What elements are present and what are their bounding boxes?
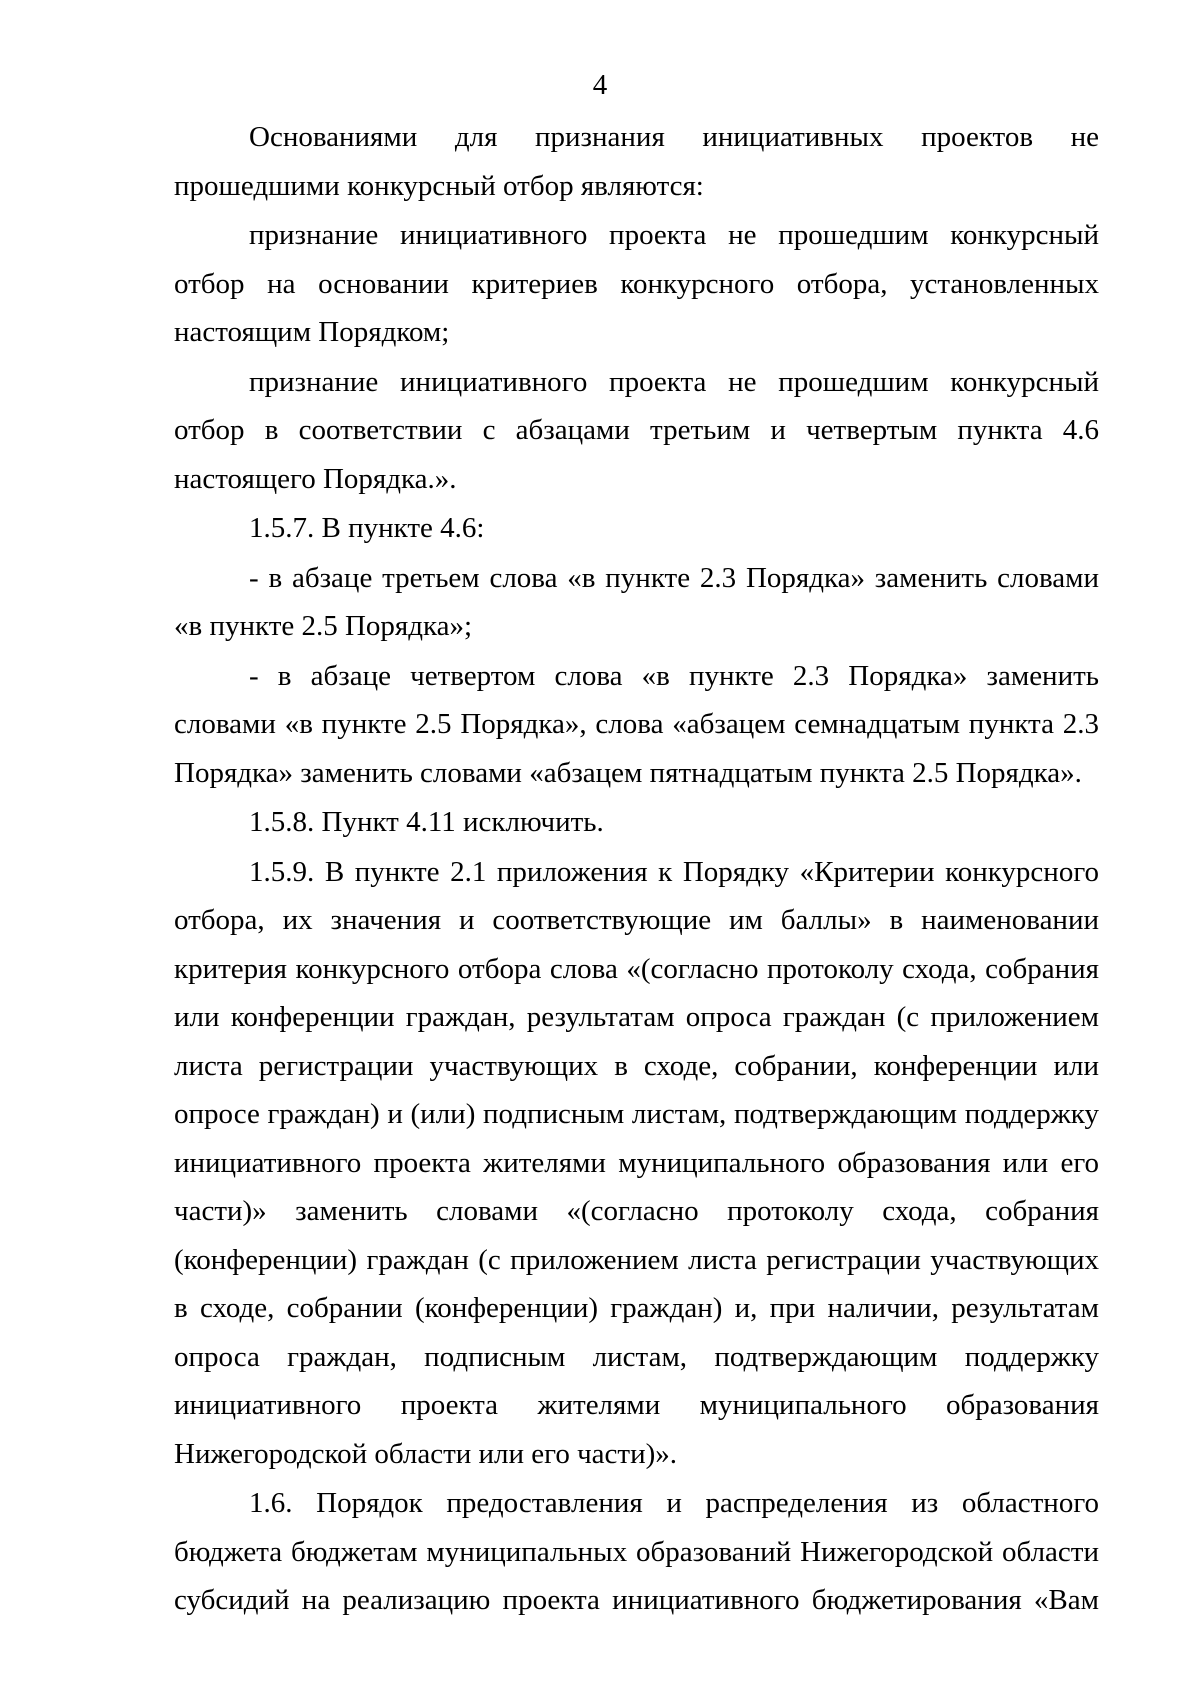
paragraph-1-5-8: 1.5.8. Пункт 4.11 исключить. [249,806,604,838]
paragraph-grounds-criteria: признание инициативного проекта не прошедшим конкурсный отбор на основании критериев конкурсного отбора, установленных настоящим Порядком; [174,219,1099,348]
paragraph-1-5-7-item-third: - в абзаце третьем слова «в пункте 2.3 Порядка» заменить словами «в пункте 2.5 Порядка»; [174,561,1099,642]
paragraph-grounds-clauses: признание инициативного проекта не прошедшим конкурсный отбор в соответствии с абзацами третьим и четвертым пункта 4.6 настоящего Порядка.». [174,365,1099,495]
page-number: 4 [592,69,608,101]
paragraph-grounds-intro: Основаниями для признания инициативных проектов не прошедшими конкурсный отбор являются: [174,121,1099,202]
paragraph-1-5-7-item-fourth: - в абзаце четвертом слова «в пункте 2.3 Порядка» заменить словами «в пункте 2.5 Порядка», слова «абзацем семнадцатым пункта 2.3 Порядка» заменить словами «абзацем пятнадцатым пункта 2.5 Порядка». [174,659,1099,789]
paragraph-1-6: 1.6. Порядок предоставления и распределения из областного бюджета бюджетам муниципальных образований Нижегородской области субсидий на реализацию проекта инициативного бюджетирования «Вам [174,1487,1099,1616]
paragraph-1-5-7: 1.5.7. В пункте 4.6: [249,512,485,544]
paragraph-1-5-9: 1.5.9. В пункте 2.1 приложения к Порядку «Критерии конкурсного отбора, их значения и соответствующие им баллы» в наименовании критерия конкурсного отбора слова «(согласно протоколу схода, собрания или конференции граждан, результатам опроса граждан (с приложением листа регистрации участвующих в сходе, собрании, конференции или опросе граждан) и (или) подписным листам, подтверждающим поддержку инициативного проекта жителями муниципального образования или его части)» заменить словами «(согласно протоколу схода, собрания (конференции) граждан (с приложением листа регистрации участвующих в сходе, собрании (конференции) граждан) и, при наличии, результатам опроса граждан, подписным листам, подтверждающим поддержку инициативного проекта жителями муниципального образования Нижегородской области или его части)». [174,855,1099,1470]
document-body [174,113,1099,1626]
